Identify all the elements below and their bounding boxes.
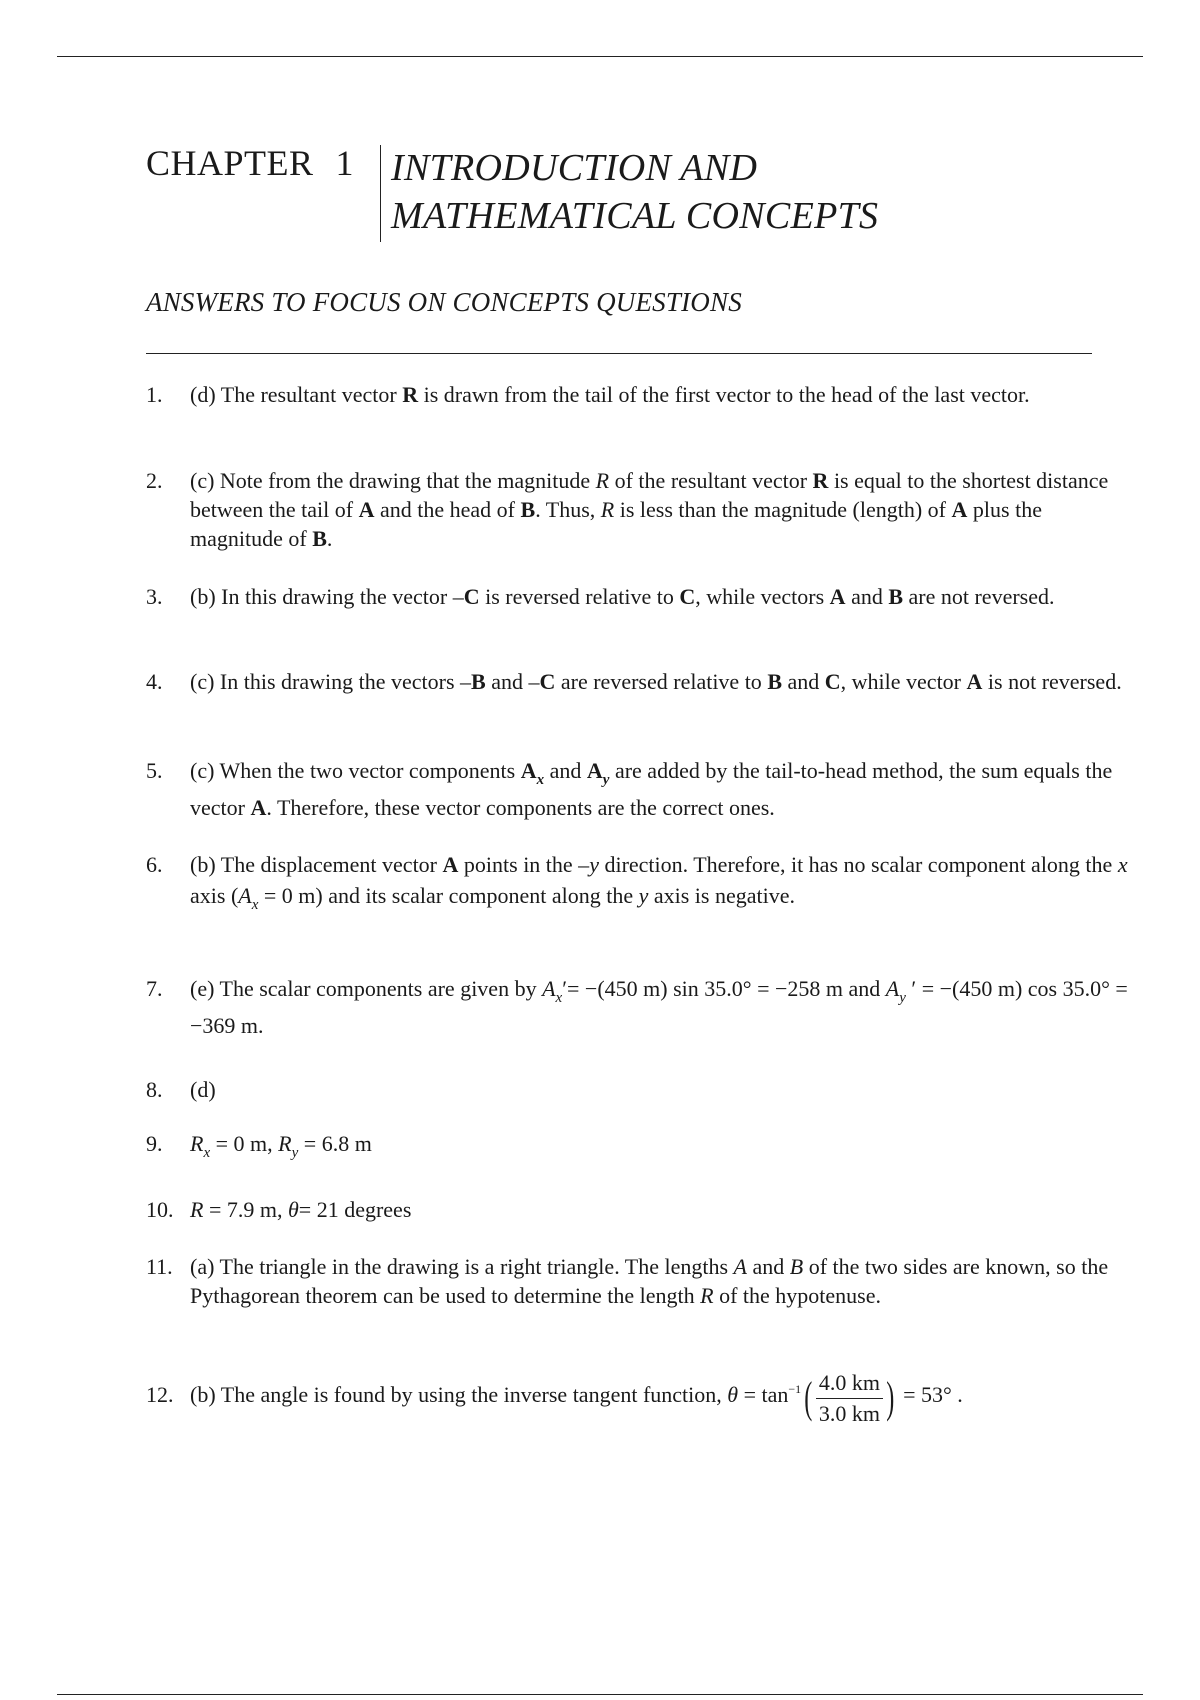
fraction: ( $\frac{4.0 km}{3.0 km}$ ) (804, 1369, 895, 1426)
chapter-title-line-1: INTRODUCTION AND (391, 147, 758, 189)
answer-text: (a) The triangle in the drawing is a right triangle. The lengths A and B of the two sides are known, so the Pythagorean theorem can be used to determine the length R of the hypotenuse. (190, 1254, 1109, 1308)
answer-text: (c) When the two vector components $A_x$ and $A_y$ are added by the tail-to-head method, the sum equals the vector A. Therefore, these vector components are the correct ones. (190, 758, 1113, 820)
bottom-rule (57, 1694, 1143, 1695)
answer-number: 7. (146, 976, 163, 1001)
answer-text: (b) The angle is found by using the inverse tangent function, $\theta = \tan^{-1}$( $\frac{4.0 km}{3.0 km}$ ) = 53° . (190, 1366, 1130, 1427)
answer-text: (c) In this drawing the vectors –B and –C are reversed relative to B and C, while vector A is not reversed. (190, 669, 1122, 694)
chapter-word: CHAPTER (146, 143, 314, 183)
answer-number: 9. (146, 1131, 163, 1156)
answer-number: 3. (146, 584, 163, 609)
answer-number: 10. (146, 1197, 174, 1222)
section-heading: ANSWERS TO FOCUS ON CONCEPTS QUESTIONS (146, 287, 742, 317)
answer-text: (d) (190, 1077, 216, 1102)
answer-number: 11. (146, 1254, 173, 1279)
answer-text: $R_x = 0$ m, $R_y = 6.8$ m (190, 1131, 372, 1161)
answer-text: (b) The displacement vector A points in the –y direction. Therefore, it has no scalar component along the x axis ($A_x = 0$ m) and its scalar component along the y axis is negative. (190, 852, 1128, 913)
answer-number: 2. (146, 468, 163, 493)
answer-text: (d) The resultant vector R is drawn from the tail of the first vector to the head of the last vector. (190, 382, 1030, 407)
answer-number: 5. (146, 758, 163, 783)
chapter-number: 1 (335, 143, 355, 183)
answer-number: 12. (146, 1382, 174, 1407)
answer-text: (c) Note from the drawing that the magnitude R of the resultant vector R is equal to the shortest distance between the tail of A and the head of B. Thus, R is less than the magnitude (length) of A plus the magnitude of B. (190, 468, 1109, 551)
answer-number: 4. (146, 669, 163, 694)
answer-text: (e) The scalar components are given by $A_x'= -(450$ m) sin 35.0° = −258 m and $A_y$ ′ = −(450 m) cos 35.0° = −369 m. (190, 976, 1128, 1038)
chapter-title-line-2: MATHEMATICAL CONCEPTS (391, 195, 879, 237)
answer-text: R = 7.9 m, θ= 21 degrees (190, 1197, 412, 1222)
answer-number: 6. (146, 852, 163, 877)
answer-text: (b) In this drawing the vector –C is reversed relative to C, while vectors A and B are not reversed. (190, 584, 1055, 609)
answer-number: 8. (146, 1077, 163, 1102)
answer-number: 1. (146, 382, 163, 407)
